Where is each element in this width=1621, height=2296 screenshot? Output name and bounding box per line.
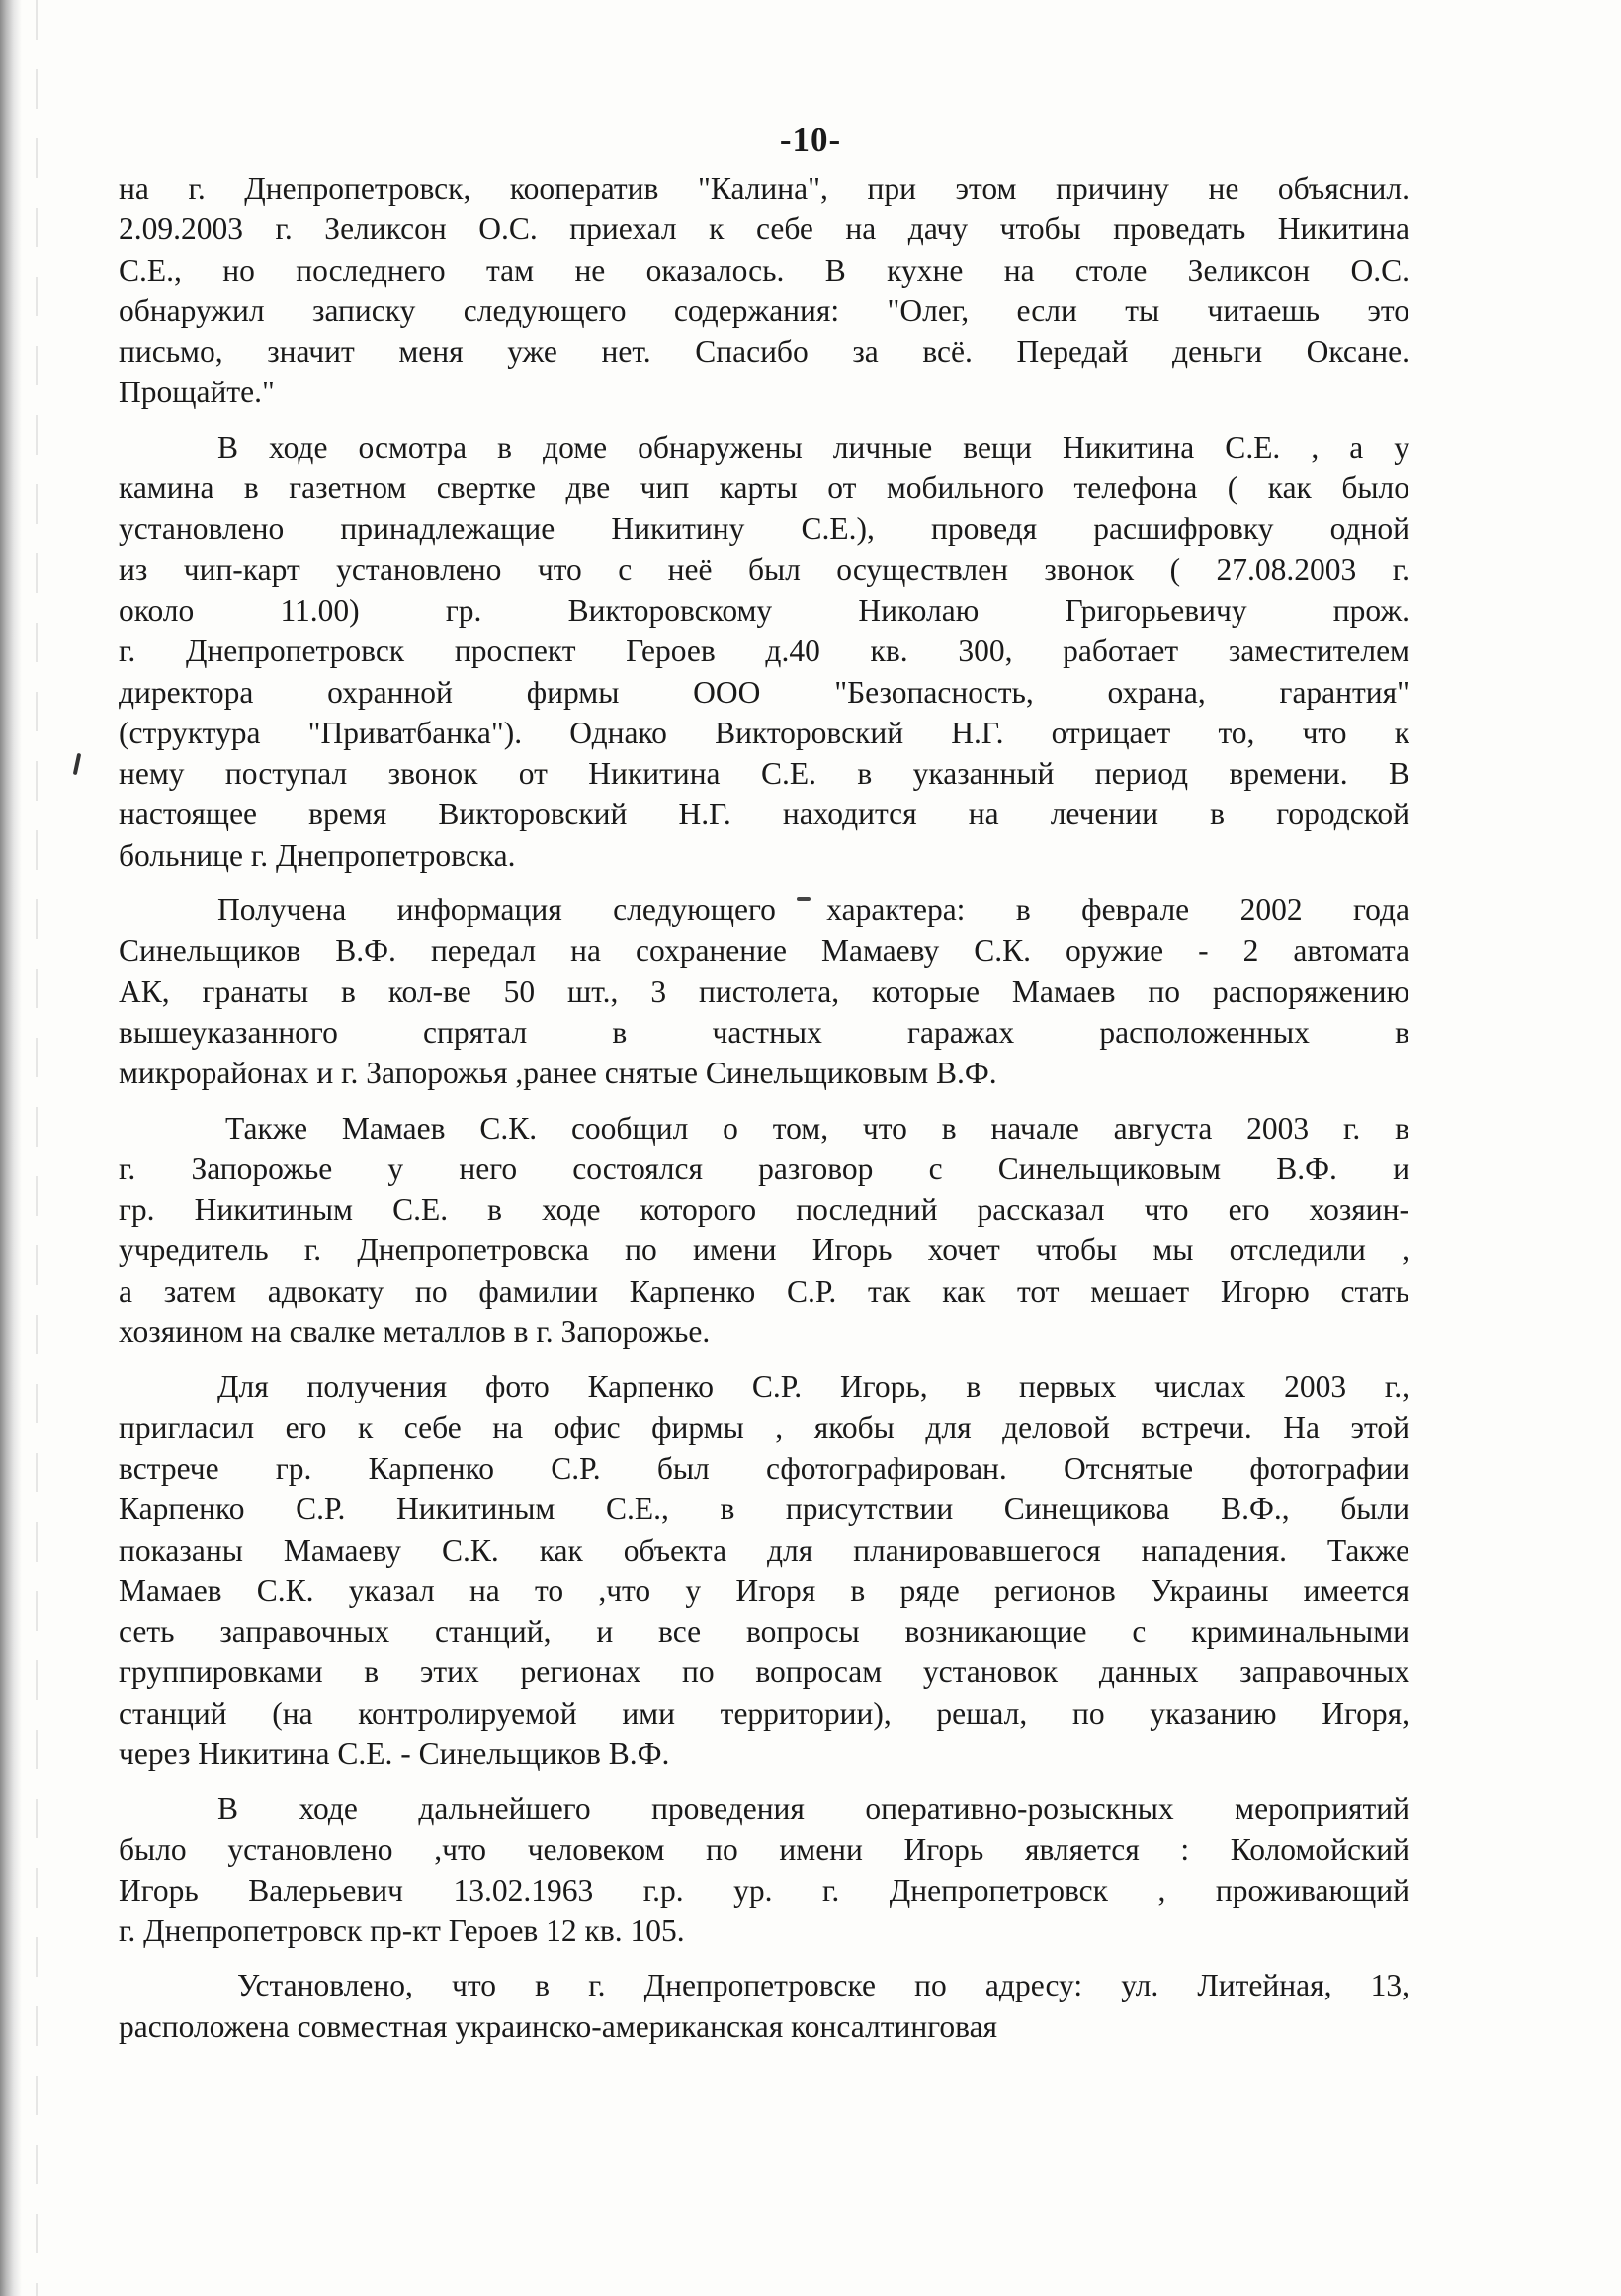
text-line: группировками в этих регионах по вопросам установок данных заправочных xyxy=(119,1655,1409,1690)
text-line: вышеуказанного спрятал в частных гаражах расположенных в xyxy=(119,1014,1409,1050)
page-number: -10- xyxy=(779,121,842,159)
text-line: установлено принадлежащие Никитину С.Е.), проведя расшифровку одной xyxy=(119,511,1409,547)
text-line: встрече гр. Карпенко С.Р. был сфотографирован. Отснятые фотографии xyxy=(119,1450,1409,1486)
text-line: через Никитина С.Е. - Синельщиков В.Ф. xyxy=(119,1736,670,1771)
text-line: Также Мамаев С.К. сообщил о том, что в начале августа 2003 г. в xyxy=(225,1110,1409,1146)
text-line: хозяином на свалке металлов в г. Запорожье. xyxy=(119,1315,711,1350)
text-line: г. Днепропетровск пр-кт Героев 12 кв. 105. xyxy=(119,1913,685,1949)
text-line: Мамаев С.К. указал на то ,что у Игоря в ряде регионов Украины имеется xyxy=(119,1573,1409,1608)
text-line: (структура "Приватбанка"). Однако Викторовский Н.Г. отрицает то, что к xyxy=(119,715,1409,750)
paragraph-gap xyxy=(119,1774,1409,1788)
text-line: Для получения фото Карпенко С.Р. Игорь, в первых числах 2003 г., xyxy=(217,1369,1409,1404)
text-line: а затем адвокату по фамилии Карпенко С.Р. так как тот мешает Игорю стать xyxy=(119,1273,1409,1309)
text-line: микрорайонах и г. Запорожья ,ранее снятые Синельщиковым В.Ф. xyxy=(119,1056,997,1091)
text-line: Карпенко С.Р. Никитиным С.Е., в присутствии Синещикова В.Ф., были xyxy=(119,1491,1409,1527)
document-body xyxy=(119,168,1409,2047)
text-line: камина в газетном свертке две чип карты от мобильного телефона ( как было xyxy=(119,470,1409,506)
text-line: около 11.00) гр. Викторовскому Николаю Григорьевичу прож. xyxy=(119,592,1409,628)
text-line: С.Е., но последнего там не оказалось. В кухне на столе Зеликсон О.С. xyxy=(119,252,1409,288)
text-line: нему поступал звонок от Никитина С.Е. в указанный период времени. В xyxy=(119,756,1409,792)
text-line: г. Запорожье у него состоялся разговор с Синельщиковым В.Ф. и xyxy=(119,1150,1409,1186)
text-line: АК, гранаты в кол-ве 50 шт., 3 пистолета, которые Мамаев по распоряжению xyxy=(119,974,1409,1009)
text-line: расположена совместная украинско-американская консалтинговая xyxy=(119,2008,998,2044)
text-line: Синельщиков В.Ф. передал на сохранение Мамаеву С.К. оружие - 2 автомата xyxy=(119,933,1409,969)
text-line: Прощайте." xyxy=(119,375,275,410)
text-line: письмо, значит меня уже нет. Спасибо за всё. Передай деньги Оксане. xyxy=(119,334,1409,370)
text-line: сеть заправочных станций, и все вопросы возникающие с криминальными xyxy=(119,1614,1409,1650)
text-line: показаны Мамаеву С.К. как объекта для планировавшегося нападения. Также xyxy=(119,1532,1409,1568)
text-line: Игорь Валерьевич 13.02.1963 г.р. ур. г. Днепропетровск , проживающий xyxy=(119,1872,1409,1908)
text-line: г. Днепропетровск проспект Героев д.40 кв. 300, работает заместителем xyxy=(119,634,1409,669)
text-line: 2.09.2003 г. Зеликсон О.С. приехал к себе на дачу чтобы проведать Никитина xyxy=(119,212,1409,247)
text-line: было установлено ,что человеком по имени Игорь является : Коломойский xyxy=(119,1831,1409,1867)
text-line: настоящее время Викторовский Н.Г. находится на лечении в городской xyxy=(119,797,1409,832)
text-line: станций (на контролируемой ими территории), решал, по указанию Игоря, xyxy=(119,1695,1409,1731)
paragraph-gap xyxy=(119,413,1409,427)
text-line: из чип-карт установлено что с неё был осуществлен звонок ( 27.08.2003 г. xyxy=(119,552,1409,587)
margin-mark xyxy=(73,753,81,775)
text-line: директора охранной фирмы ООО "Безопасность, охрана, гарантия" xyxy=(119,674,1409,710)
text-line: Получена информация следующего характера: в феврале 2002 года xyxy=(217,893,1409,928)
text-line: больнице г. Днепропетровска. xyxy=(119,837,516,873)
paragraph-gap xyxy=(119,1951,1409,1965)
text-line: на г. Днепропетровск, кооператив "Калина", при этом причину не объяснил. xyxy=(119,171,1409,206)
text-line: обнаружил записку следующего содержания: "Олег, если ты читаешь это xyxy=(119,293,1409,328)
paragraph-gap xyxy=(119,876,1409,890)
text-line: Установлено, что в г. Днепропетровске по адресу: ул. Литейная, 13, xyxy=(237,1968,1409,2003)
paragraph-gap xyxy=(119,1352,1409,1366)
scan-binding-edge xyxy=(0,0,22,2296)
text-line: В ходе дальнейшего проведения оперативно-розыскных мероприятий xyxy=(217,1791,1409,1827)
text-line: гр. Никитиным С.Е. в ходе которого последний рассказал что его хозяин- xyxy=(119,1192,1409,1228)
text-line: пригласил его к себе на офис фирмы , якобы для деловой встречи. На этой xyxy=(119,1409,1409,1445)
text-line: учредитель г. Днепропетровска по имени Игорь хочет чтобы мы отследили , xyxy=(119,1233,1409,1268)
text-line: В ходе осмотра в доме обнаружены личные вещи Никитина С.Е. , а у xyxy=(217,429,1409,465)
paragraph-gap xyxy=(119,1094,1409,1108)
